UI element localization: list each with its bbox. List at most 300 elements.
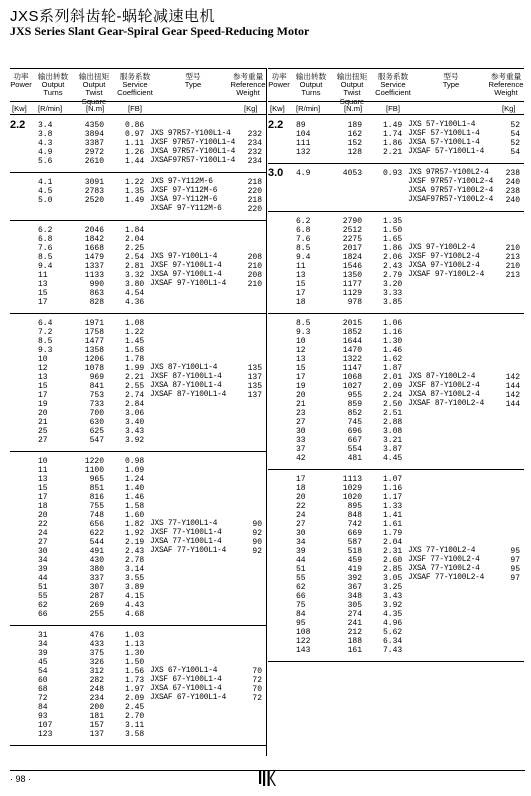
speed-cell: 5.0 xyxy=(38,196,53,205)
model-row xyxy=(10,391,266,400)
service-factor-cell: 3.92 xyxy=(383,601,403,610)
model-type: JXSAF 97-Y100L1-4 xyxy=(150,280,227,288)
speed-cell: 11 xyxy=(38,466,48,475)
table-row xyxy=(268,484,524,493)
unit-power: [Kw] xyxy=(270,103,285,113)
torque-cell: 1177 xyxy=(342,280,362,289)
model-row xyxy=(268,565,524,574)
speed-cell: 44 xyxy=(38,574,48,583)
model-row xyxy=(268,400,524,409)
header-torque-line: Output xyxy=(340,80,364,90)
model-weight: 210 xyxy=(505,244,520,253)
table-row xyxy=(10,592,266,601)
model-weight: 92 xyxy=(252,529,262,538)
service-factor-cell: 1.99 xyxy=(125,364,145,373)
torque-cell: 200 xyxy=(89,703,104,712)
table-row xyxy=(10,574,266,583)
header-speed-line: Turns xyxy=(43,88,63,98)
table-row xyxy=(268,583,524,592)
service-factor-cell: 4.54 xyxy=(125,289,145,298)
speed-cell: 8.5 xyxy=(296,244,311,253)
model-weight: 232 xyxy=(247,148,262,157)
torque-cell: 696 xyxy=(347,427,362,436)
speed-cell: 24 xyxy=(38,529,48,538)
table-row xyxy=(268,418,524,427)
model-row xyxy=(10,157,266,166)
table-body xyxy=(10,115,266,745)
torque-cell: 3387 xyxy=(84,139,104,148)
service-factor-cell: 1.06 xyxy=(383,319,403,328)
header-power-line: Power xyxy=(10,80,32,90)
model-weight: 90 xyxy=(252,520,262,529)
table-row xyxy=(268,610,524,619)
model-row xyxy=(10,529,266,538)
model-row xyxy=(10,538,266,547)
header-sf-line: 服务系数 xyxy=(377,72,409,81)
header-sf-line: Coefficient xyxy=(375,88,411,98)
model-type: JXSAF 67-Y100L1-4 xyxy=(150,694,227,702)
service-factor-cell: 3.92 xyxy=(125,436,145,445)
table-row xyxy=(268,217,524,226)
table-row xyxy=(268,280,524,289)
model-weight: 238 xyxy=(505,169,520,178)
header-weight xyxy=(230,73,266,98)
model-weight: 135 xyxy=(247,364,262,373)
model-row xyxy=(10,178,266,187)
model-type: JXSF 77-Y100L1-4 xyxy=(150,529,222,537)
torque-cell: 2610 xyxy=(84,157,104,166)
service-factor-cell: 2.09 xyxy=(383,382,403,391)
torque-cell: 1852 xyxy=(342,328,362,337)
speed-cell: 75 xyxy=(296,601,306,610)
torque-cell: 1068 xyxy=(342,373,362,382)
torque-cell: 248 xyxy=(89,685,104,694)
speed-cell: 39 xyxy=(38,565,48,574)
torque-cell: 2783 xyxy=(84,187,104,196)
service-factor-cell: 1.22 xyxy=(125,178,145,187)
table-row xyxy=(268,475,524,484)
header-sf xyxy=(372,73,414,98)
torque-cell: 745 xyxy=(347,418,362,427)
speed-cell: 3.4 xyxy=(38,121,53,130)
service-factor-cell: 2.51 xyxy=(383,409,403,418)
service-factor-cell: 3.33 xyxy=(383,289,403,298)
torque-cell: 828 xyxy=(89,298,104,307)
table-row xyxy=(268,409,524,418)
page-title-cn: JXS系列斜齿轮-蜗轮减速电机 xyxy=(10,8,216,25)
speed-cell: 15 xyxy=(296,280,306,289)
service-factor-cell: 1.17 xyxy=(383,493,403,502)
table-row xyxy=(268,592,524,601)
torque-cell: 287 xyxy=(89,592,104,601)
speed-cell: 3.8 xyxy=(38,130,53,139)
model-type: JXSAF 97-Y112M-6 xyxy=(150,205,222,213)
header-speed xyxy=(32,73,74,98)
speed-cell: 15 xyxy=(38,484,48,493)
service-factor-cell: 2.25 xyxy=(125,244,145,253)
torque-cell: 895 xyxy=(347,502,362,511)
service-factor-cell: 1.30 xyxy=(383,337,403,346)
service-factor-cell: 1.46 xyxy=(383,346,403,355)
model-row xyxy=(268,373,524,382)
service-factor-cell: 2.70 xyxy=(125,712,145,721)
model-weight: 210 xyxy=(247,280,262,289)
model-weight: 95 xyxy=(510,547,520,556)
table-row xyxy=(268,289,524,298)
table-row xyxy=(10,337,266,346)
speed-cell: 24 xyxy=(296,511,306,520)
speed-cell: 4.1 xyxy=(38,178,53,187)
service-factor-cell: 5.62 xyxy=(383,628,403,637)
torque-cell: 742 xyxy=(347,520,362,529)
service-factor-cell: 7.43 xyxy=(383,646,403,655)
table-row xyxy=(268,445,524,454)
model-type: JXSA 57-Y100L1-4 xyxy=(408,139,480,147)
speed-cell: 9.4 xyxy=(296,253,311,262)
speed-cell: 9.3 xyxy=(38,346,53,355)
model-weight: 234 xyxy=(247,139,262,148)
torque-cell: 2512 xyxy=(342,226,362,235)
torque-cell: 1758 xyxy=(84,328,104,337)
speed-cell: 7.6 xyxy=(296,235,311,244)
service-factor-cell: 3.43 xyxy=(383,592,403,601)
speed-cell: 18 xyxy=(296,298,306,307)
header-sf-line: 服务系数 xyxy=(119,72,151,81)
speed-cell: 17 xyxy=(38,493,48,502)
table-row xyxy=(10,631,266,640)
service-factor-cell: 2.04 xyxy=(125,235,145,244)
torque-cell: 1477 xyxy=(84,337,104,346)
torque-cell: 753 xyxy=(89,391,104,400)
model-weight: 95 xyxy=(510,565,520,574)
torque-cell: 852 xyxy=(347,409,362,418)
model-type: JXSF 97R57-Y100L1-4 xyxy=(150,139,236,147)
torque-cell: 4053 xyxy=(342,169,362,178)
torque-cell: 269 xyxy=(89,601,104,610)
header-weight-line: Reference xyxy=(230,80,266,90)
service-factor-cell: 4.15 xyxy=(125,592,145,601)
unit-weight: [Kg] xyxy=(244,103,258,113)
model-type: JXSAF 57-Y100L1-4 xyxy=(408,148,485,156)
service-factor-cell: 3.21 xyxy=(383,436,403,445)
power-value: 3.0 xyxy=(268,167,284,179)
speed-cell: 13 xyxy=(296,355,306,364)
torque-cell: 1029 xyxy=(342,484,362,493)
speed-cell: 55 xyxy=(296,574,306,583)
service-factor-cell: 2.21 xyxy=(383,148,403,157)
speed-cell: 7.2 xyxy=(38,328,53,337)
service-factor-cell: 0.97 xyxy=(125,130,145,139)
motor-group xyxy=(268,469,524,662)
header-torque-line: Twist xyxy=(343,88,361,98)
model-type: JXSA 87-Y100L2-4 xyxy=(408,391,480,399)
speed-cell: 9.4 xyxy=(38,262,53,271)
model-weight: 97 xyxy=(510,556,520,565)
model-row xyxy=(268,121,524,130)
table-row xyxy=(268,427,524,436)
torque-cell: 181 xyxy=(89,712,104,721)
model-weight: 92 xyxy=(252,547,262,556)
service-factor-cell: 0.98 xyxy=(125,457,145,466)
service-factor-cell: 3.25 xyxy=(383,583,403,592)
service-factor-cell: 2.84 xyxy=(125,400,145,409)
model-weight: 220 xyxy=(247,187,262,196)
torque-cell: 990 xyxy=(89,280,104,289)
model-row xyxy=(268,196,524,205)
speed-cell: 20 xyxy=(38,511,48,520)
table-row xyxy=(10,721,266,730)
torque-cell: 1337 xyxy=(84,262,104,271)
model-type: JXSA 67-Y100L1-4 xyxy=(150,685,222,693)
service-factor-cell: 1.30 xyxy=(125,649,145,658)
service-factor-cell: 1.84 xyxy=(125,226,145,235)
table-row xyxy=(268,637,524,646)
model-type: JXSAF 87-Y100L1-4 xyxy=(150,391,227,399)
speed-cell: 4.5 xyxy=(38,187,53,196)
model-type: JXSA 77-Y100L2-4 xyxy=(408,565,480,573)
header-torque-line: Square xyxy=(339,96,365,106)
speed-cell: 8.5 xyxy=(38,253,53,262)
speed-cell: 30 xyxy=(296,427,306,436)
header-type xyxy=(414,73,488,89)
model-weight: 234 xyxy=(247,157,262,166)
speed-cell: 45 xyxy=(38,658,48,667)
model-type: JXSAF 87-Y100L2-4 xyxy=(408,400,485,408)
service-factor-cell: 2.54 xyxy=(125,253,145,262)
model-type: JXSA 97R57-Y100L1-4 xyxy=(150,148,236,156)
torque-cell: 459 xyxy=(347,556,362,565)
service-factor-cell: 3.14 xyxy=(125,565,145,574)
service-factor-cell: 1.22 xyxy=(125,328,145,337)
model-weight: 240 xyxy=(505,196,520,205)
torque-cell: 476 xyxy=(89,631,104,640)
model-row xyxy=(268,556,524,565)
torque-cell: 1027 xyxy=(342,382,362,391)
service-factor-cell: 1.58 xyxy=(125,502,145,511)
speed-cell: 22 xyxy=(296,502,306,511)
service-factor-cell: 1.40 xyxy=(125,484,145,493)
table-row xyxy=(10,346,266,355)
service-factor-cell: 3.40 xyxy=(125,418,145,427)
table-row xyxy=(10,121,266,130)
speed-cell: 8.5 xyxy=(296,319,311,328)
speed-cell: 20 xyxy=(38,409,48,418)
speed-cell: 19 xyxy=(38,400,48,409)
header-weight-line: 参考重量 xyxy=(232,72,264,81)
torque-cell: 152 xyxy=(347,139,362,148)
service-factor-cell: 1.56 xyxy=(125,667,145,676)
table-row xyxy=(10,640,266,649)
torque-cell: 969 xyxy=(89,373,104,382)
table-row xyxy=(268,601,524,610)
torque-cell: 1020 xyxy=(342,493,362,502)
torque-cell: 1206 xyxy=(84,355,104,364)
table-row xyxy=(10,319,266,328)
model-row xyxy=(268,169,524,178)
torque-cell: 380 xyxy=(89,565,104,574)
service-factor-cell: 2.50 xyxy=(383,400,403,409)
model-weight: 52 xyxy=(510,121,520,130)
service-factor-cell: 1.49 xyxy=(383,121,403,130)
table-row xyxy=(10,436,266,445)
header-weight-line: Weight xyxy=(236,88,260,98)
speed-cell: 62 xyxy=(38,601,48,610)
speed-cell: 20 xyxy=(296,493,306,502)
service-factor-cell: 3.05 xyxy=(383,574,403,583)
model-type: JXSF 97R57-Y100L2-4 xyxy=(408,178,494,186)
table-row xyxy=(268,529,524,538)
header-speed-line: Output xyxy=(299,80,323,90)
speed-cell: 17 xyxy=(38,298,48,307)
model-type: JXSF 87-Y100L2-4 xyxy=(408,382,480,390)
model-type: JXS 57-Y100L1-4 xyxy=(408,121,476,129)
service-factor-cell: 1.58 xyxy=(125,346,145,355)
torque-cell: 1824 xyxy=(342,253,362,262)
model-weight: 52 xyxy=(510,139,520,148)
torque-cell: 733 xyxy=(89,400,104,409)
torque-cell: 1322 xyxy=(342,355,362,364)
table-row xyxy=(268,337,524,346)
service-factor-cell: 1.46 xyxy=(125,493,145,502)
service-factor-cell: 1.49 xyxy=(125,196,145,205)
speed-cell: 8.5 xyxy=(38,337,53,346)
service-factor-cell: 1.78 xyxy=(125,355,145,364)
speed-cell: 95 xyxy=(296,619,306,628)
torque-cell: 1113 xyxy=(342,475,362,484)
model-type: JXSF 67-Y100L1-4 xyxy=(150,676,222,684)
service-factor-cell: 2.24 xyxy=(383,391,403,400)
table-row xyxy=(268,328,524,337)
torque-cell: 1078 xyxy=(84,364,104,373)
torque-cell: 1358 xyxy=(84,346,104,355)
service-factor-cell: 1.45 xyxy=(125,337,145,346)
torque-cell: 2972 xyxy=(84,148,104,157)
service-factor-cell: 1.16 xyxy=(383,484,403,493)
torque-cell: 1644 xyxy=(342,337,362,346)
torque-cell: 1220 xyxy=(84,457,104,466)
torque-cell: 157 xyxy=(89,721,104,730)
torque-cell: 700 xyxy=(89,409,104,418)
model-row xyxy=(10,667,266,676)
speed-cell: 34 xyxy=(38,640,48,649)
table-row xyxy=(268,235,524,244)
speed-cell: 4.9 xyxy=(296,169,311,178)
speed-cell: 23 xyxy=(296,409,306,418)
speed-cell: 5.6 xyxy=(38,157,53,166)
torque-cell: 2017 xyxy=(342,244,362,253)
torque-cell: 1133 xyxy=(84,271,104,280)
torque-cell: 2015 xyxy=(342,319,362,328)
torque-cell: 554 xyxy=(347,445,362,454)
table-row xyxy=(10,475,266,484)
model-row xyxy=(268,130,524,139)
table-row xyxy=(268,538,524,547)
torque-cell: 841 xyxy=(89,382,104,391)
model-type: JXSF 57-Y100L1-4 xyxy=(408,130,480,138)
torque-cell: 755 xyxy=(89,502,104,511)
torque-cell: 348 xyxy=(347,592,362,601)
service-factor-cell: 3.85 xyxy=(383,298,403,307)
torque-cell: 955 xyxy=(347,391,362,400)
service-factor-cell: 3.08 xyxy=(383,427,403,436)
motor-group xyxy=(10,115,266,173)
torque-cell: 312 xyxy=(89,667,104,676)
speed-cell: 27 xyxy=(296,520,306,529)
model-type: JXS 87-Y100L1-4 xyxy=(150,364,218,372)
speed-cell: 20 xyxy=(296,391,306,400)
unit-weight: [Kg] xyxy=(502,103,516,113)
service-factor-cell: 3.89 xyxy=(125,583,145,592)
speed-cell: 6.8 xyxy=(38,235,53,244)
header-type xyxy=(156,73,230,89)
header-type-line: 型号 xyxy=(185,72,201,81)
torque-cell: 128 xyxy=(347,148,362,157)
table-row xyxy=(268,355,524,364)
speed-cell: 33 xyxy=(296,436,306,445)
speed-cell: 27 xyxy=(38,538,48,547)
model-weight: 97 xyxy=(510,574,520,583)
service-factor-cell: 2.55 xyxy=(125,382,145,391)
service-factor-cell: 1.08 xyxy=(125,319,145,328)
page-number: · 98 · xyxy=(10,774,32,784)
model-weight: 208 xyxy=(247,253,262,262)
speed-cell: 30 xyxy=(38,547,48,556)
speed-cell: 42 xyxy=(296,454,306,463)
model-row xyxy=(10,262,266,271)
table-row xyxy=(10,226,266,235)
speed-cell: 11 xyxy=(38,271,48,280)
speed-cell: 10 xyxy=(38,457,48,466)
torque-cell: 1100 xyxy=(84,466,104,475)
service-factor-cell: 3.80 xyxy=(125,280,145,289)
table-row xyxy=(10,328,266,337)
service-factor-cell: 4.43 xyxy=(125,601,145,610)
speed-cell: 13 xyxy=(38,373,48,382)
model-row xyxy=(10,253,266,262)
model-type: JXS 97-Y100L2-4 xyxy=(408,244,476,252)
torque-cell: 326 xyxy=(89,658,104,667)
speed-cell: 12 xyxy=(296,346,306,355)
header-power-line: 功率 xyxy=(271,72,287,81)
model-weight: 137 xyxy=(247,373,262,382)
model-weight: 218 xyxy=(247,196,262,205)
table-row xyxy=(10,409,266,418)
speed-cell: 34 xyxy=(296,538,306,547)
header-power-line: 功率 xyxy=(13,72,29,81)
header-sf-line: Coefficient xyxy=(117,88,153,98)
service-factor-cell: 4.45 xyxy=(383,454,403,463)
table-row xyxy=(10,400,266,409)
service-factor-cell: 1.86 xyxy=(383,244,403,253)
torque-cell: 748 xyxy=(89,511,104,520)
table-row xyxy=(10,466,266,475)
torque-cell: 1668 xyxy=(84,244,104,253)
speed-cell: 17 xyxy=(38,391,48,400)
table-row xyxy=(10,556,266,565)
speed-cell: 17 xyxy=(296,475,306,484)
model-weight: 137 xyxy=(247,391,262,400)
model-type: JXSA 77-Y100L1-4 xyxy=(150,538,222,546)
model-weight: 213 xyxy=(505,253,520,262)
unit-torque: [N.m] xyxy=(86,103,105,113)
speed-cell: 4.3 xyxy=(38,139,53,148)
model-weight: 70 xyxy=(252,685,262,694)
speed-cell: 30 xyxy=(296,529,306,538)
speed-cell: 19 xyxy=(296,382,306,391)
speed-cell: 6.2 xyxy=(296,217,311,226)
table-row xyxy=(268,493,524,502)
units-row xyxy=(10,101,266,115)
